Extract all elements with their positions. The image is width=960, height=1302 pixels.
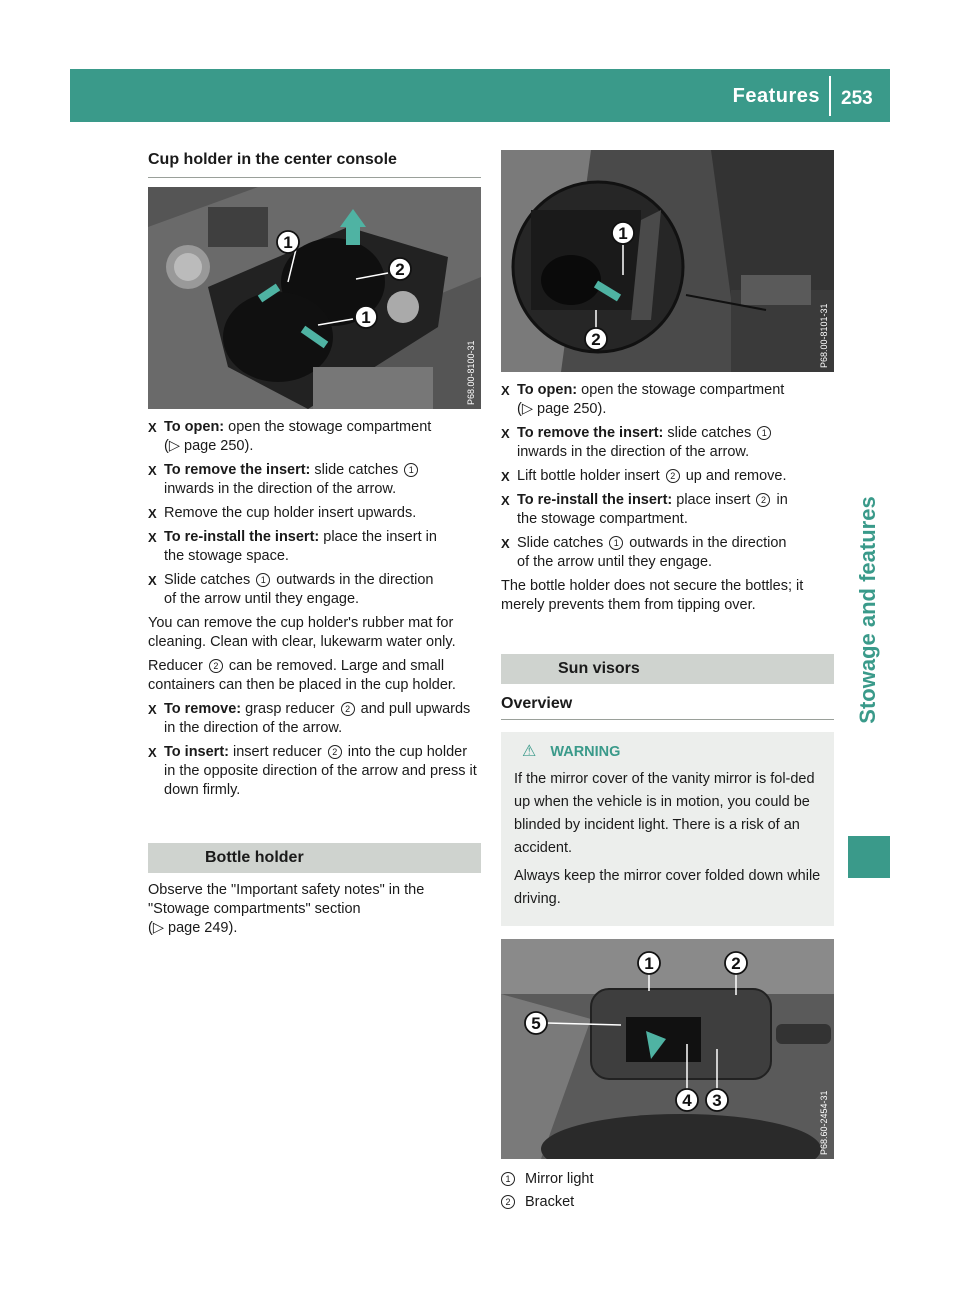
item-number: 2 — [328, 745, 342, 759]
callout-label: 1 — [283, 233, 293, 252]
left-column — [148, 150, 481, 943]
step-arrow-icon: X — [148, 745, 157, 760]
side-tab — [848, 460, 888, 760]
step-remove-insert — [501, 424, 834, 462]
callout-label: 4 — [682, 1091, 692, 1110]
step-open — [148, 418, 481, 456]
step-arrow-icon: X — [148, 506, 157, 521]
side-tab-label: Stowage and features — [855, 496, 880, 724]
step-text: of the arrow until they engage. — [164, 591, 360, 607]
part-number: P68.60-2454-31 — [819, 1090, 829, 1155]
step-label: To open: — [164, 419, 225, 435]
step-label: To open: — [517, 382, 578, 398]
step-text: inwards in the direction of the arrow. — [517, 444, 750, 460]
step-open — [501, 381, 834, 419]
step-label: To re-install the insert: — [164, 529, 320, 545]
callout-label: 5 — [531, 1014, 541, 1033]
paragraph-text: Reducer — [148, 658, 207, 674]
step-arrow-icon: X — [501, 493, 510, 508]
step-arrow-icon: X — [148, 463, 157, 478]
step-arrow-icon: X — [148, 530, 157, 545]
item-number: 1 — [256, 573, 270, 587]
callout-label: 1 — [618, 224, 628, 243]
step-text: slide catches — [310, 462, 403, 478]
bottle-holder-figure — [501, 150, 834, 372]
step-arrow-icon: X — [501, 536, 510, 551]
section-heading-sun-visors: Sun visors — [501, 654, 834, 684]
step-text: open the stowage compartment — [577, 382, 785, 398]
step-label: To remove the insert: — [517, 425, 664, 441]
step-insert-reducer — [148, 743, 481, 800]
section-title-cup-holder: Cup holder in the center console — [148, 150, 481, 178]
step-reinstall-insert — [148, 528, 481, 566]
step-slide-catches — [148, 571, 481, 609]
legend-item — [501, 1168, 834, 1191]
cup-holder-illustration — [148, 187, 481, 409]
step-text: slide catches — [663, 425, 756, 441]
step-text: the stowage space. — [164, 548, 289, 564]
paragraph-rubber-mat: You can remove the cup holder's rubber mat for cleaning. Clean with clear, lukewarm water only. — [148, 615, 456, 650]
paragraph-text: can be removed. Large and small containers can then be placed in the cup holder. — [148, 658, 456, 693]
step-label: To remove the insert: — [164, 462, 311, 478]
step-lift-bottle-insert — [501, 467, 834, 486]
item-number: 2 — [501, 1195, 515, 1209]
warning-title — [514, 742, 824, 762]
paragraph-reducer — [148, 657, 481, 695]
step-arrow-icon: X — [148, 420, 157, 435]
step-text: Lift bottle holder insert — [517, 468, 664, 484]
page-number: 253 — [841, 88, 873, 109]
sun-visor-illustration — [501, 939, 834, 1159]
subsection-title-overview: Overview — [501, 694, 834, 720]
page-link[interactable]: (▷ page 250). — [164, 438, 254, 454]
step-arrow-icon: X — [148, 573, 157, 588]
step-text: place insert — [672, 492, 755, 508]
sun-visor-figure — [501, 939, 834, 1159]
item-number: 1 — [501, 1172, 515, 1186]
section-heading-bottle-holder: Bottle holder — [148, 843, 481, 873]
warning-text: Always keep the mirror cover folded down while driving. — [514, 868, 821, 907]
warning-text: If the mirror cover of the vanity mirror is fol-ded up when the vehicle is in motion, you could be blinded by incident light. There is a risk of an accident. — [514, 771, 815, 856]
step-text: in — [772, 492, 788, 508]
step-text: into the cup holder in the opposite direction of the arrow and press it down firmly. — [164, 744, 477, 798]
bottle-holder-illustration — [501, 150, 834, 372]
step-arrow-icon: X — [501, 426, 510, 441]
callout-label: 3 — [712, 1091, 722, 1110]
step-label: To remove: — [164, 701, 242, 717]
paragraph-bottle-note: The bottle holder does not secure the bottles; it merely prevents them from tipping over. — [501, 578, 804, 613]
part-number: P68.00-8101-31 — [819, 303, 829, 368]
legend-item — [501, 1191, 834, 1214]
page-link[interactable]: (▷ page 250). — [517, 401, 607, 417]
callout-label: 1 — [361, 308, 371, 327]
step-text: outwards in the direction — [625, 535, 787, 551]
step-text: Remove the cup holder insert upwards. — [164, 505, 417, 521]
warning-box — [501, 732, 834, 926]
step-text: and pull upwards in the direction of the arrow. — [164, 701, 471, 736]
warning-title-text: WARNING — [550, 744, 621, 760]
paragraph-text: Observe the "Important safety notes" in the "Stowage compartments" section — [148, 882, 425, 917]
page-title: Features — [732, 85, 820, 107]
step-text: Slide catches — [164, 572, 255, 588]
callout-label: 1 — [644, 954, 654, 973]
item-number: 2 — [341, 702, 355, 716]
item-number: 1 — [404, 463, 418, 477]
step-text: open the stowage compartment — [224, 419, 432, 435]
step-reinstall-insert — [501, 491, 834, 529]
part-number: P68.00-8100-31 — [466, 340, 476, 405]
step-text: up and remove. — [681, 468, 787, 484]
legend-label: Bracket — [525, 1194, 575, 1210]
item-number: 2 — [666, 469, 680, 483]
step-arrow-icon: X — [501, 383, 510, 398]
header-divider — [829, 76, 831, 116]
step-text: place the insert in — [319, 529, 437, 545]
step-slide-catches — [501, 534, 834, 572]
paragraph-bottle-safety — [148, 881, 481, 938]
item-number: 1 — [609, 536, 623, 550]
step-text: of the arrow until they engage. — [517, 554, 713, 570]
item-number: 2 — [209, 659, 223, 673]
step-text: Slide catches — [517, 535, 608, 551]
step-label: To insert: — [164, 744, 229, 760]
step-remove-reducer — [148, 700, 481, 738]
callout-label: 2 — [731, 954, 741, 973]
item-number: 1 — [757, 426, 771, 440]
cup-holder-figure — [148, 187, 481, 409]
step-text: outwards in the direction — [272, 572, 434, 588]
step-remove-insert — [148, 461, 481, 499]
callout-label: 2 — [395, 260, 405, 279]
step-arrow-icon: X — [501, 469, 510, 484]
step-text: the stowage compartment. — [517, 511, 688, 527]
step-text: insert reducer — [228, 744, 326, 760]
step-arrow-icon: X — [148, 702, 157, 717]
step-text: grasp reducer — [241, 701, 339, 717]
side-tab-block — [848, 836, 890, 878]
step-label: To re-install the insert: — [517, 492, 673, 508]
warning-triangle-icon: ⚠ — [522, 743, 537, 760]
step-remove-cup-insert — [148, 504, 481, 523]
step-text: inwards in the direction of the arrow. — [164, 481, 397, 497]
callout-label: 2 — [591, 330, 601, 349]
right-column — [501, 150, 834, 1214]
legend-label: Mirror light — [525, 1171, 594, 1187]
page-link[interactable]: (▷ page 249). — [148, 920, 238, 936]
item-number: 2 — [756, 493, 770, 507]
